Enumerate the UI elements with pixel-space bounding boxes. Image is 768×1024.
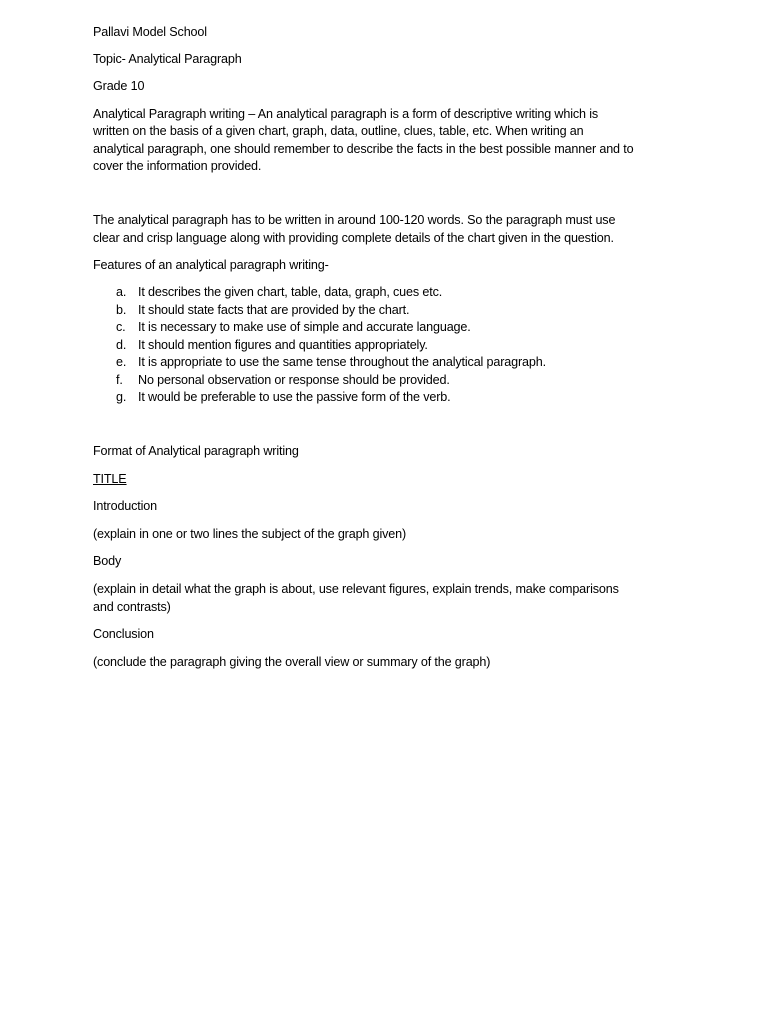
list-item (93, 319, 693, 337)
paragraph-line: The analytical paragraph has to be written in around 100-120 words. So the paragraph must use (93, 212, 616, 227)
school-name: Pallavi Model School (93, 25, 207, 39)
paragraph-line: (explain in detail what the graph is about, use relevant figures, explain trends, make comparisons (93, 582, 619, 597)
list-marker: b. (116, 302, 127, 317)
features-heading: Features of an analytical paragraph writing- (93, 257, 329, 272)
list-marker: f. (116, 372, 123, 387)
topic-line: Topic- Analytical Paragraph (93, 52, 242, 67)
intro-paragraph (93, 106, 693, 176)
paragraph-line: Analytical Paragraph writing – An analytical paragraph is a form of descriptive writing which is (93, 106, 598, 121)
title-label: TITLE (93, 471, 127, 486)
conclusion-note: (conclude the paragraph giving the overall view or summary of the graph) (93, 654, 491, 669)
list-marker: d. (116, 337, 127, 352)
list-item (93, 354, 693, 372)
body-label: Body (93, 554, 122, 569)
list-item (93, 302, 693, 320)
paragraph-line: clear and crisp language along with providing complete details of the chart given in the question. (93, 230, 614, 245)
list-item (93, 284, 693, 302)
paragraph-line: and contrasts) (93, 599, 171, 614)
introduction-note: (explain in one or two lines the subject of the graph given) (93, 526, 407, 541)
list-item (93, 337, 693, 355)
list-item (93, 372, 693, 390)
list-marker: e. (116, 355, 127, 370)
list-marker: g. (116, 390, 127, 405)
list-item-text: It would be preferable to use the passive form of the verb. (138, 390, 451, 405)
list-item-text: It should state facts that are provided by the chart. (138, 302, 410, 317)
introduction-label: Introduction (93, 499, 158, 514)
list-item (93, 389, 693, 407)
conclusion-label: Conclusion (93, 627, 154, 642)
paragraph-line: written on the basis of a given chart, graph, data, outline, clues, table, etc. When writing an (93, 124, 584, 139)
list-item-text: No personal observation or response should be provided. (138, 372, 450, 387)
body-note (93, 581, 693, 616)
list-item-text: It is necessary to make use of simple and accurate language. (138, 320, 471, 335)
word-count-paragraph (93, 212, 693, 247)
paragraph-line: cover the information provided. (93, 159, 262, 174)
document-page (93, 24, 693, 671)
list-item-text: It should mention figures and quantities appropriately. (138, 337, 428, 352)
list-marker: c. (116, 320, 126, 335)
paragraph-line: analytical paragraph, one should remember to describe the facts in the best possible manner and to (93, 141, 634, 156)
grade-line: Grade 10 (93, 79, 145, 94)
list-item-text: It is appropriate to use the same tense throughout the analytical paragraph. (138, 355, 546, 370)
features-list (93, 284, 693, 407)
list-item-text: It describes the given chart, table, data, graph, cues etc. (138, 284, 443, 299)
format-heading: Format of Analytical paragraph writing (93, 444, 299, 459)
list-marker: a. (116, 284, 127, 299)
